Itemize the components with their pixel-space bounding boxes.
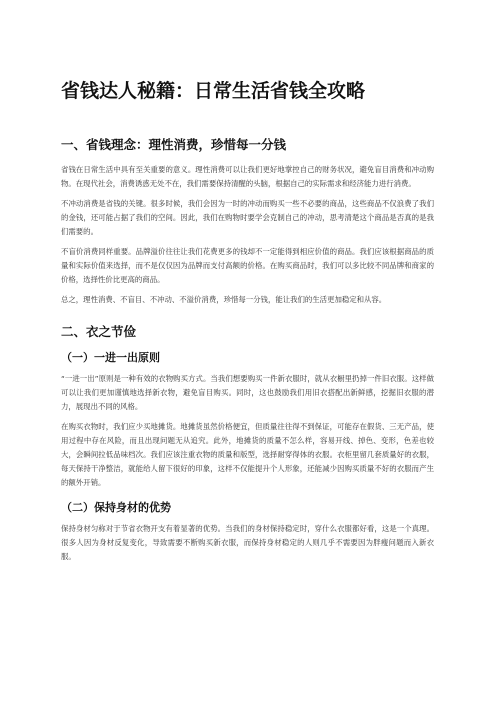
- section-heading: 二、衣之节俭: [61, 324, 137, 339]
- section-clothing: [61, 323, 434, 564]
- subsection-heading: （二）保持身材的优势: [61, 501, 171, 514]
- paragraph: 不盲价消费同样重要。品牌溢价往往让我们花费更多的钱却不一定能得到相应价值的商品。我们应该根据商品的质量和实际价值来选择，而不是仅仅因为品牌而支付高额的价格。在购买商品时，我们可以多比较不同品牌和商家的价格，选择性价比更高的商品。: [61, 247, 434, 284]
- paragraph: 总之，理性消费、不盲目、不冲动、不溢价消费，珍惜每一分钱，能让我们的生活更加稳定和从容。: [61, 295, 387, 304]
- section-heading: 一、省钱理念：理性消费，珍惜每一分钱: [61, 137, 287, 152]
- paragraph: 在购买衣物时，我们应少买地摊货。地摊货虽然价格便宜，但质量往往得不到保证，可能存在假货、三无产品，使用过程中存在风险，而且出现问题无从追究。此外，地摊货的质量不怎么样，容易开线、掉色、变形，色差也较大，会瞬间拉低品味档次。我们应该注重衣物的质量和版型，选择耐穿得体的衣服。衣柜里留几套质量好的衣服，每天保持干净整洁，就能给人留下很好的印象，这样不仅能提升个人形象，还能减少因购买质量不好的衣服而产生的额外开销。: [61, 422, 434, 487]
- paragraph: “一进一出”原则是一种有效的衣物购买方式。当我们想要购买一件新衣服时，就从衣橱里扔掉一件旧衣服。这样做可以让我们更加谨慎地选择新衣物，避免盲目购买。同时，这也鼓励我们用旧衣搭配出新鲜感，挖掘旧衣服的潜力，展现出不同的风格。: [61, 374, 434, 411]
- paragraph: 保持身材匀称对于节省衣物开支有着显著的优势。当我们的身材保持稳定时，穿什么衣服都好看，这是一个真理。很多人因为身材反复变化，导致需要不断购买新衣服，而保持身材稳定的人则几乎不需要因为胖瘦问题而入新衣服。: [61, 524, 434, 561]
- document-title: 省钱达人秘籍：日常生活省钱全攻略: [61, 80, 366, 102]
- paragraph: 不冲动消费是省钱的关键。很多时候，我们会因为一时的冲动而购买一些不必要的商品，这些商品不仅浪费了我们的金钱，还可能占据了我们的空间。因此，我们在购物时要学会克制自己的冲动，思考清楚这个商品是否真的是我们需要的。: [61, 199, 434, 236]
- subsection-one-in-one-out: [61, 350, 434, 490]
- subsection-heading: （一）一进一出原则: [61, 351, 160, 364]
- section-saving-philosophy: [61, 136, 434, 307]
- subsection-keep-in-shape: [61, 500, 434, 564]
- paragraph: 省钱在日常生活中具有至关重要的意义。理性消费可以让我们更好地掌控自己的财务状况，避免盲目消费和冲动购物。在现代社会，消费诱惑无处不在，我们需要保持清醒的头脑，根据自己的实际需求和经济能力进行消费。: [61, 165, 434, 188]
